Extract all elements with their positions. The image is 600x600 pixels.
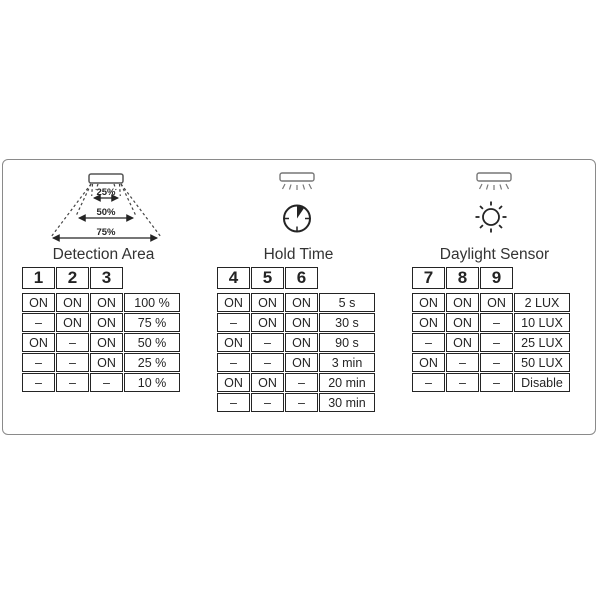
switch-state-cell: –	[251, 393, 284, 412]
switch-state-cell: ON	[56, 313, 89, 332]
switch-state-cell: –	[56, 373, 89, 392]
dip-setting-row	[412, 353, 570, 372]
switch-state-cell: –	[412, 373, 445, 392]
switch-state-cell: ON	[285, 353, 318, 372]
daylight-switch-number-header	[411, 266, 514, 290]
switch-state-cell: ON	[446, 333, 479, 352]
dip-setting-row	[217, 293, 375, 312]
switch-number-cell: 1	[22, 267, 55, 289]
switch-state-cell: –	[480, 373, 513, 392]
dip-setting-row	[412, 333, 570, 352]
setting-value-cell: 20 min	[319, 373, 375, 392]
coverage-label-25: 25%	[96, 187, 116, 198]
switch-state-cell: ON	[217, 373, 250, 392]
switch-state-cell: ON	[217, 293, 250, 312]
setting-value-cell: 3 min	[319, 353, 375, 372]
switch-number-cell: 2	[56, 267, 89, 289]
dip-setting-row	[22, 333, 180, 352]
dip-setting-row	[22, 373, 180, 392]
switch-state-cell: ON	[251, 373, 284, 392]
detection-switch-number-header	[21, 266, 124, 290]
switch-state-cell: ON	[251, 313, 284, 332]
switch-state-cell: –	[480, 313, 513, 332]
switch-state-cell: ON	[90, 293, 123, 312]
panel-hold-time	[217, 167, 380, 423]
switch-state-cell: ON	[285, 313, 318, 332]
hold-time-settings-table	[216, 292, 376, 413]
switch-number-cell: 8	[446, 267, 479, 289]
coverage-label-50: 50%	[96, 207, 116, 218]
dip-setting-row	[22, 353, 180, 372]
switch-state-cell: –	[480, 353, 513, 372]
coverage-label-75: 75%	[96, 227, 116, 238]
switch-state-cell: ON	[90, 313, 123, 332]
switch-state-cell: ON	[217, 333, 250, 352]
dip-setting-row	[217, 313, 375, 332]
setting-value-cell: 50 %	[124, 333, 180, 352]
switch-number-cell: 7	[412, 267, 445, 289]
switch-state-cell: ON	[412, 313, 445, 332]
daylight-settings-table	[411, 292, 571, 393]
switch-state-cell: ON	[56, 293, 89, 312]
switch-state-cell: –	[285, 393, 318, 412]
dip-setting-row	[217, 373, 375, 392]
switch-state-cell: ON	[90, 353, 123, 372]
switch-number-cell: 5	[251, 267, 284, 289]
switch-state-cell: ON	[285, 293, 318, 312]
setting-value-cell: 90 s	[319, 333, 375, 352]
setting-value-cell: 25 %	[124, 353, 180, 372]
switch-state-cell: ON	[480, 293, 513, 312]
switch-state-cell: –	[412, 333, 445, 352]
switch-state-cell: –	[251, 353, 284, 372]
sun-icon	[474, 200, 508, 234]
switch-state-cell: –	[217, 393, 250, 412]
switch-state-cell: ON	[412, 293, 445, 312]
switch-state-cell: –	[446, 353, 479, 372]
luminaire-icon	[472, 172, 516, 194]
switch-state-cell: ON	[251, 293, 284, 312]
switch-state-cell: –	[285, 373, 318, 392]
dip-setting-row	[412, 293, 570, 312]
switch-state-cell: –	[480, 333, 513, 352]
setting-value-cell: 2 LUX	[514, 293, 570, 312]
ceiling-sensor-coverage-diagram-icon	[40, 167, 180, 245]
setting-value-cell: 30 min	[319, 393, 375, 412]
setting-value-cell: 100 %	[124, 293, 180, 312]
switch-state-cell: ON	[412, 353, 445, 372]
switch-state-cell: –	[251, 333, 284, 352]
switch-state-cell: –	[56, 353, 89, 372]
setting-value-cell: 25 LUX	[514, 333, 570, 352]
dip-setting-row	[217, 353, 375, 372]
timer-icon	[281, 202, 313, 235]
detection-settings-table	[21, 292, 181, 393]
switch-state-cell: –	[22, 373, 55, 392]
setting-value-cell: 75 %	[124, 313, 180, 332]
switch-state-cell: ON	[446, 293, 479, 312]
switch-number-cell: 3	[90, 267, 123, 289]
switch-state-cell: –	[90, 373, 123, 392]
panel-title-detection-area: Detection Area	[52, 246, 155, 263]
switch-number-cell: 9	[480, 267, 513, 289]
panel-detection-area	[22, 167, 185, 423]
dip-setting-row	[22, 313, 180, 332]
panel-title-daylight-sensor: Daylight Sensor	[439, 246, 550, 263]
setting-value-cell: 50 LUX	[514, 353, 570, 372]
switch-state-cell: ON	[90, 333, 123, 352]
setting-value-cell: 30 s	[319, 313, 375, 332]
setting-value-cell: 10 %	[124, 373, 180, 392]
switch-state-cell: ON	[446, 313, 479, 332]
dip-setting-row	[412, 313, 570, 332]
luminaire-icon	[275, 172, 319, 194]
switch-state-cell: –	[217, 313, 250, 332]
hold-time-switch-number-header	[216, 266, 319, 290]
switch-state-cell: ON	[22, 333, 55, 352]
switch-state-cell: –	[22, 313, 55, 332]
switch-state-cell: –	[22, 353, 55, 372]
switch-state-cell: –	[446, 373, 479, 392]
dip-setting-row	[217, 333, 375, 352]
dip-setting-row	[412, 373, 570, 392]
switch-state-cell: ON	[22, 293, 55, 312]
switch-number-cell: 6	[285, 267, 318, 289]
setting-value-cell: 5 s	[319, 293, 375, 312]
switch-state-cell: –	[56, 333, 89, 352]
switch-state-cell: ON	[285, 333, 318, 352]
dip-setting-row	[22, 293, 180, 312]
dip-setting-row	[217, 393, 375, 412]
setting-value-cell: 10 LUX	[514, 313, 570, 332]
switch-number-cell: 4	[217, 267, 250, 289]
panel-title-hold-time: Hold Time	[263, 246, 334, 263]
switch-state-cell: –	[217, 353, 250, 372]
setting-value-cell: Disable	[514, 373, 570, 392]
panel-daylight-sensor	[412, 167, 577, 423]
